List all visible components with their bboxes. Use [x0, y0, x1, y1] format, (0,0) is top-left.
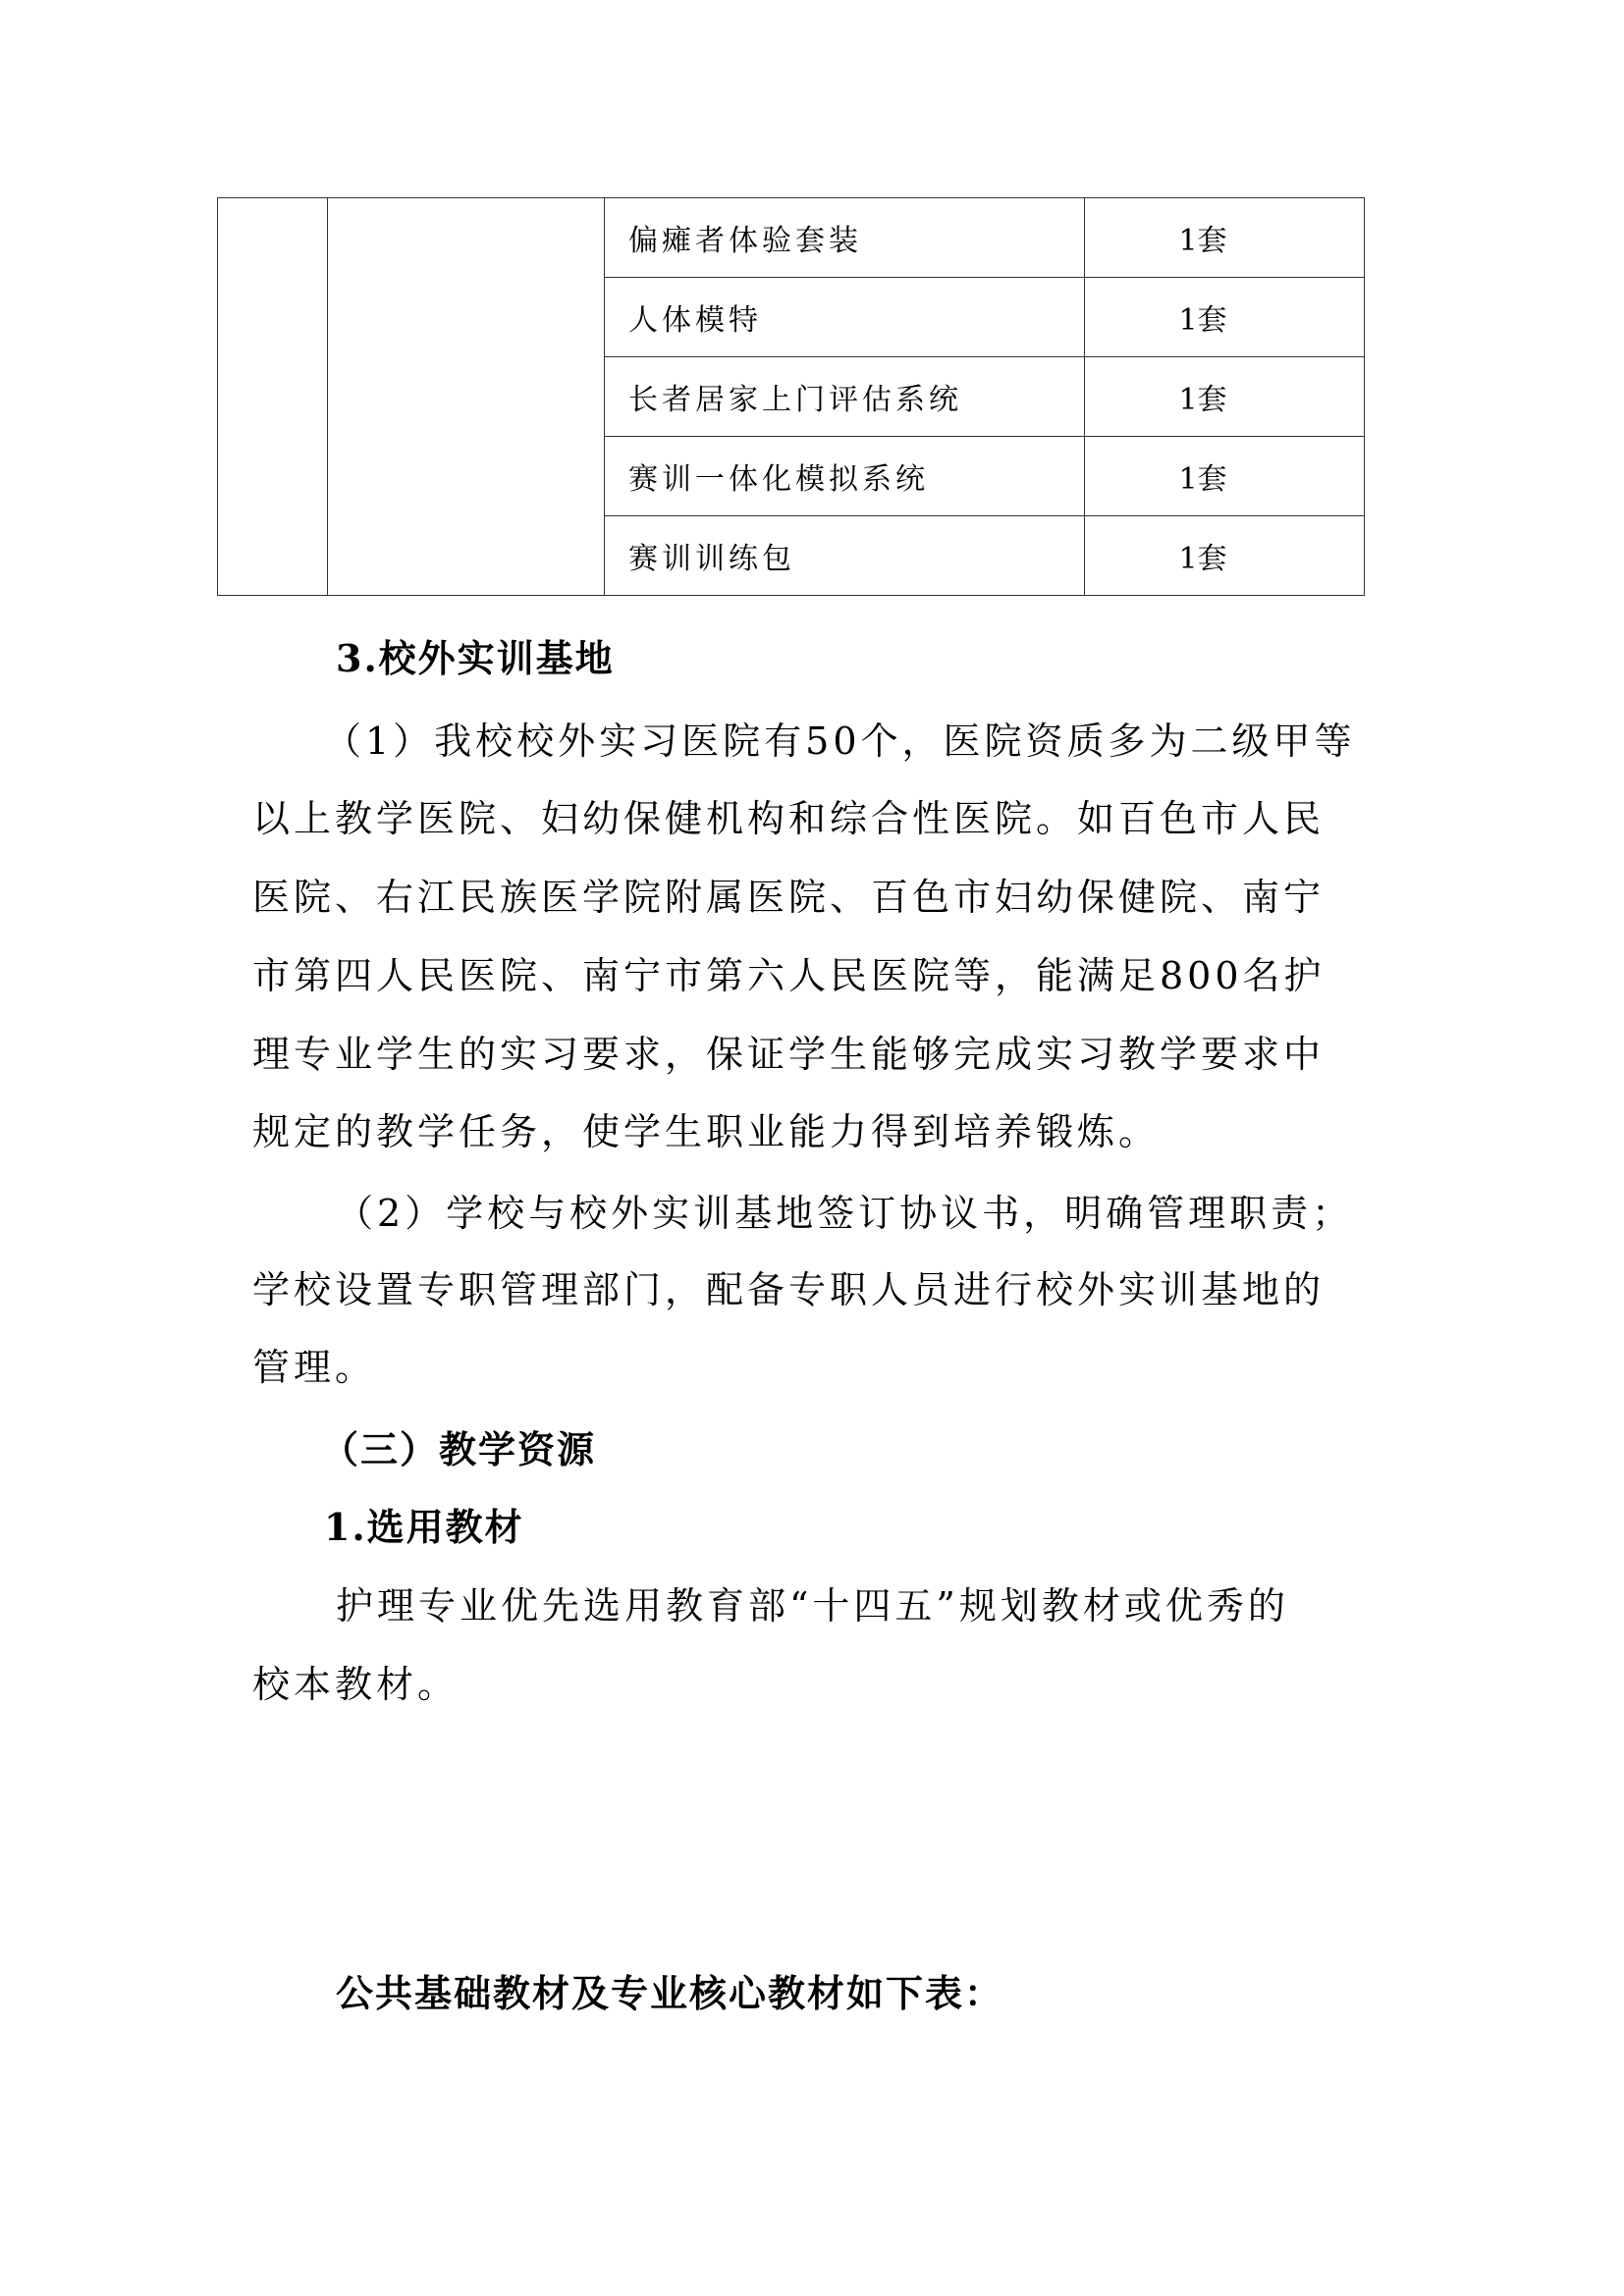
paragraph-line: 理专业学生的实习要求，保证学生能够完成实习教学要求中	[252, 1033, 1326, 1076]
paragraph-line: 管理。	[252, 1346, 377, 1389]
section-heading: 3.校外实训基地	[336, 636, 615, 680]
paragraph-line: 以上教学医院、妇幼保健机构和综合性医院。如百色市人民	[252, 797, 1326, 840]
paragraph-line: （1）我校校外实习医院有50个，医院资质多为二级甲等	[324, 720, 1356, 763]
table-cell-empty	[328, 198, 605, 596]
paragraph-line: 校本教材。	[252, 1663, 460, 1706]
paragraph-line: 医院、右江民族医学院附属医院、百色市妇幼保健院、南宁	[252, 876, 1326, 919]
table-row	[218, 198, 1365, 278]
table-cell-empty	[218, 198, 328, 596]
equipment-name: 人体模特	[605, 278, 1085, 357]
equipment-name: 赛训一体化模拟系统	[605, 437, 1085, 516]
subsection-heading: 1.选用教材	[324, 1505, 524, 1549]
section-heading: （三）教学资源	[321, 1427, 597, 1471]
equipment-quantity: 1套	[1085, 278, 1365, 357]
table-intro-text: 公共基础教材及专业核心教材如下表：	[336, 1971, 1004, 2015]
equipment-quantity: 1套	[1085, 437, 1365, 516]
paragraph-line: 学校设置专职管理部门，配备专职人员进行校外实训基地的	[252, 1268, 1326, 1311]
equipment-name: 赛训训练包	[605, 516, 1085, 596]
equipment-name: 偏瘫者体验套装	[605, 198, 1085, 278]
paragraph-line: 规定的教学任务，使学生职业能力得到培养锻炼。	[252, 1110, 1161, 1153]
paragraph-line: （2）学校与校外实训基地签订协议书，明确管理职责；	[336, 1192, 1354, 1235]
equipment-name: 长者居家上门评估系统	[605, 357, 1085, 437]
paragraph-line: 市第四人民医院、南宁市第六人民医院等，能满足800名护	[252, 954, 1326, 997]
equipment-quantity: 1套	[1085, 198, 1365, 278]
equipment-quantity: 1套	[1085, 516, 1365, 596]
equipment-table	[217, 197, 1365, 596]
equipment-quantity: 1套	[1085, 357, 1365, 437]
paragraph-line: 护理专业优先选用教育部“十四五”规划教材或优秀的	[336, 1584, 1289, 1628]
